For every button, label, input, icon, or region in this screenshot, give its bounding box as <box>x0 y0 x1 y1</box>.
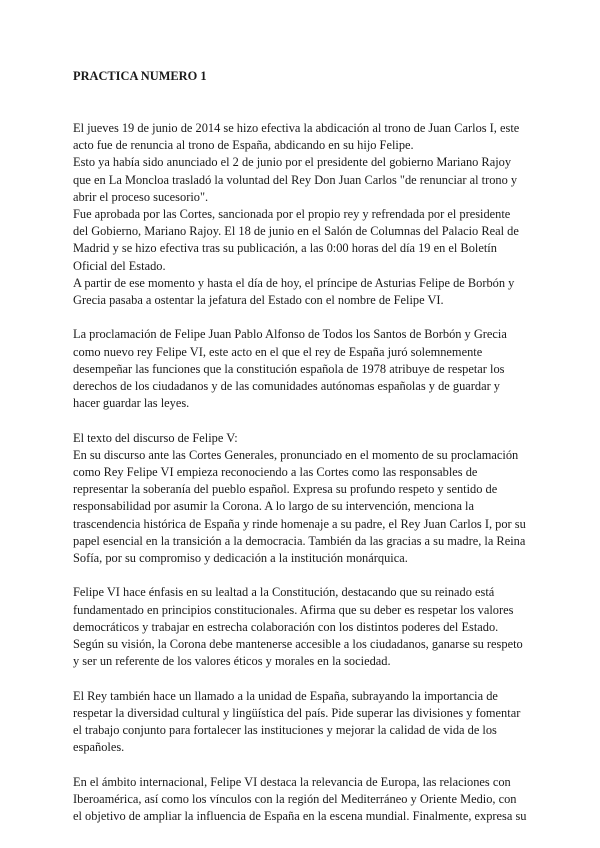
paragraph-speech-text <box>73 430 528 568</box>
paragraph-line: El jueves 19 de junio de 2014 se hizo efectiva la abdicación al trono de Juan Carlos I, este acto fue de renuncia al trono de España, abdicando en su hijo Felipe. <box>73 121 520 153</box>
paragraph-line: Felipe VI hace énfasis en su lealtad a la Constitución, destacando que su reinado está fundamentado en principios constitucionales. Afirma que su deber es respetar los valores democráticos y trabajar en estrecha colaboración con los distintos poderes del Estado. Según su visión, la Corona debe mantenerse accesible a los ciudadanos, ganarse su respeto y ser un referente de los valores éticos y morales en la sociedad. <box>73 585 523 669</box>
paragraph-line: A partir de ese momento y hasta el día de hoy, el príncipe de Asturias Felipe de Borbón y Grecia pasaba a ostentar la jefatura del Estado con el nombre de Felipe VI. <box>73 275 515 308</box>
paragraph-unity <box>73 688 528 757</box>
paragraph-line: La proclamación de Felipe Juan Pablo Alfonso de Todos los Santos de Borbón y Grecia como nuevo rey Felipe VI, este acto en el que el rey de España juró solemnemente desempeñar las funciones que la constitución española de 1978 atribuye de respetar los derechos de los ciudadanos y de las comunidades autónomas españolas y de guardar y hacer guardar las leyes. <box>73 327 507 411</box>
paragraph-line: Fue aprobada por las Cortes, sancionada por el propio rey y refrendada por el presidente del Gobierno, Mariano Rajoy. El 18 de junio en el Salón de Columnas del Palacio Real de Madrid y se hizo efectiva tras su publicación, a las 0:00 horas del día 19 en el Boletín Oficial del Estado. <box>73 207 519 273</box>
paragraph-line: El texto del discurso de Felipe V: <box>73 430 238 445</box>
paragraph-line: El Rey también hace un llamado a la unidad de España, subrayando la importancia de respetar la diversidad cultural y lingüística del país. Pide superar las divisiones y fomentar el trabajo conjunto para fortalecer las instituciones y mejorar la calidad de vida de los españoles. <box>73 688 521 755</box>
paragraph-line: Esto ya había sido anunciado el 2 de junio por el presidente del gobierno Mariano Rajoy que en La Moncloa trasladó la voluntad del Rey Don Juan Carlos "de renunciar al trono y abrir el proceso sucesorio". <box>73 155 518 204</box>
paragraph-international <box>73 774 528 826</box>
paragraph-abdication <box>73 120 528 309</box>
paragraph-proclamation <box>73 326 528 412</box>
document-body <box>73 120 528 825</box>
paragraph-line: En su discurso ante las Cortes Generales, pronunciado en el momento de su proclamación como Rey Felipe VI empieza reconociendo a las Cortes como las responsables de representar la soberanía del pueblo español. Expresa su profundo respeto y sentido de responsabilidad por asumir la Corona. A lo largo de su intervención, menciona la trascendencia histórica de España y rinde homenaje a su padre, el Rey Juan Carlos I, por su papel esencial en la transición a la democracia. También da las gracias a su madre, la Reina Sofía, por su compromiso y dedicación a la institución monárquica. <box>73 447 526 566</box>
document-title: PRACTICA NUMERO 1 <box>73 69 207 83</box>
paragraph-line: En el ámbito internacional, Felipe VI destaca la relevancia de Europa, las relaciones con Iberoamérica, así como los vínculos con la región del Mediterráneo y Oriente Medio, con el objetivo de ampliar la influencia de España en la escena mundial. Finalmente, expresa su <box>73 774 527 824</box>
paragraph-constitution <box>73 584 528 670</box>
